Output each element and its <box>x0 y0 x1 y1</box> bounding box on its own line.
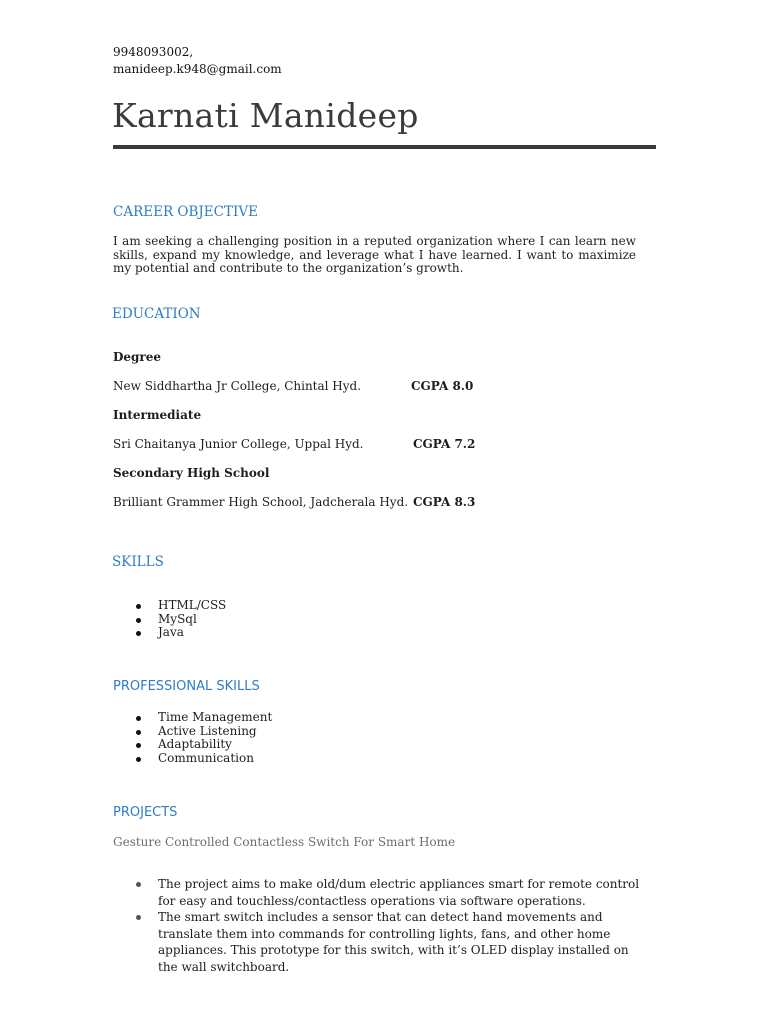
bullet-icon <box>136 757 141 762</box>
education-score-degree: CGPA 8.0 <box>411 379 474 393</box>
education-institution-secondary: Brilliant Grammer High School, Jadcherala Hyd. <box>113 495 409 509</box>
bullet-icon <box>136 604 141 609</box>
email-address: manideep.k948@gmail.com <box>113 62 282 76</box>
bullet-icon <box>136 730 141 735</box>
education-institution-intermediate: Sri Chaitanya Junior College, Uppal Hyd. <box>113 437 364 451</box>
skills-heading: SKILLS <box>112 554 164 570</box>
list-item: MySql <box>113 613 226 627</box>
bullet-icon <box>136 618 141 623</box>
project-points <box>113 876 648 975</box>
skills-list <box>113 599 226 640</box>
education-heading: EDUCATION <box>112 306 201 322</box>
candidate-name: Karnati Manideep <box>112 96 419 135</box>
education-score-secondary: CGPA 8.3 <box>413 495 476 509</box>
bullet-icon <box>136 716 141 721</box>
phone-number: 9948093002, <box>113 45 194 59</box>
projects-heading: PROJECTS <box>113 805 178 820</box>
list-item: Time Management <box>113 711 272 725</box>
list-item: Java <box>113 626 226 640</box>
education-level-intermediate: Intermediate <box>113 408 202 422</box>
list-item: Communication <box>113 752 272 766</box>
professional-skills-heading: PROFESSIONAL SKILLS <box>113 679 260 694</box>
bullet-icon <box>136 631 141 636</box>
list-item: Adaptability <box>113 738 272 752</box>
education-institution-degree: New Siddhartha Jr College, Chintal Hyd. <box>113 379 362 393</box>
bullet-icon <box>136 743 141 748</box>
contact-block <box>113 44 282 78</box>
list-item: The project aims to make old/dum electric appliances smart for remote control for easy and touchless/contactless operations via software operations. <box>113 876 648 909</box>
career-objective-text: I am seeking a challenging position in a reputed organization where I can learn new skills, expand my knowledge, and leverage what I have learned. I want to maximize my potential and contribute to the organization’s growth. <box>113 234 636 275</box>
professional-skills-list <box>113 711 272 766</box>
list-item: Active Listening <box>113 725 272 739</box>
list-item: The smart switch includes a sensor that can detect hand movements and translate them into commands for controlling lights, fans, and other home appliances. This prototype for this switch, with it’s OLED display installed on the wall switchboard. <box>113 909 648 975</box>
name-divider <box>113 145 656 149</box>
bullet-icon <box>136 915 141 920</box>
bullet-icon <box>136 882 141 887</box>
education-level-secondary: Secondary High School <box>113 466 270 480</box>
project-title: Gesture Controlled Contactless Switch For Smart Home <box>113 835 456 849</box>
education-level-degree: Degree <box>113 350 162 364</box>
career-objective-heading: CAREER OBJECTIVE <box>113 204 258 220</box>
education-score-intermediate: CGPA 7.2 <box>413 437 476 451</box>
list-item: HTML/CSS <box>113 599 226 613</box>
